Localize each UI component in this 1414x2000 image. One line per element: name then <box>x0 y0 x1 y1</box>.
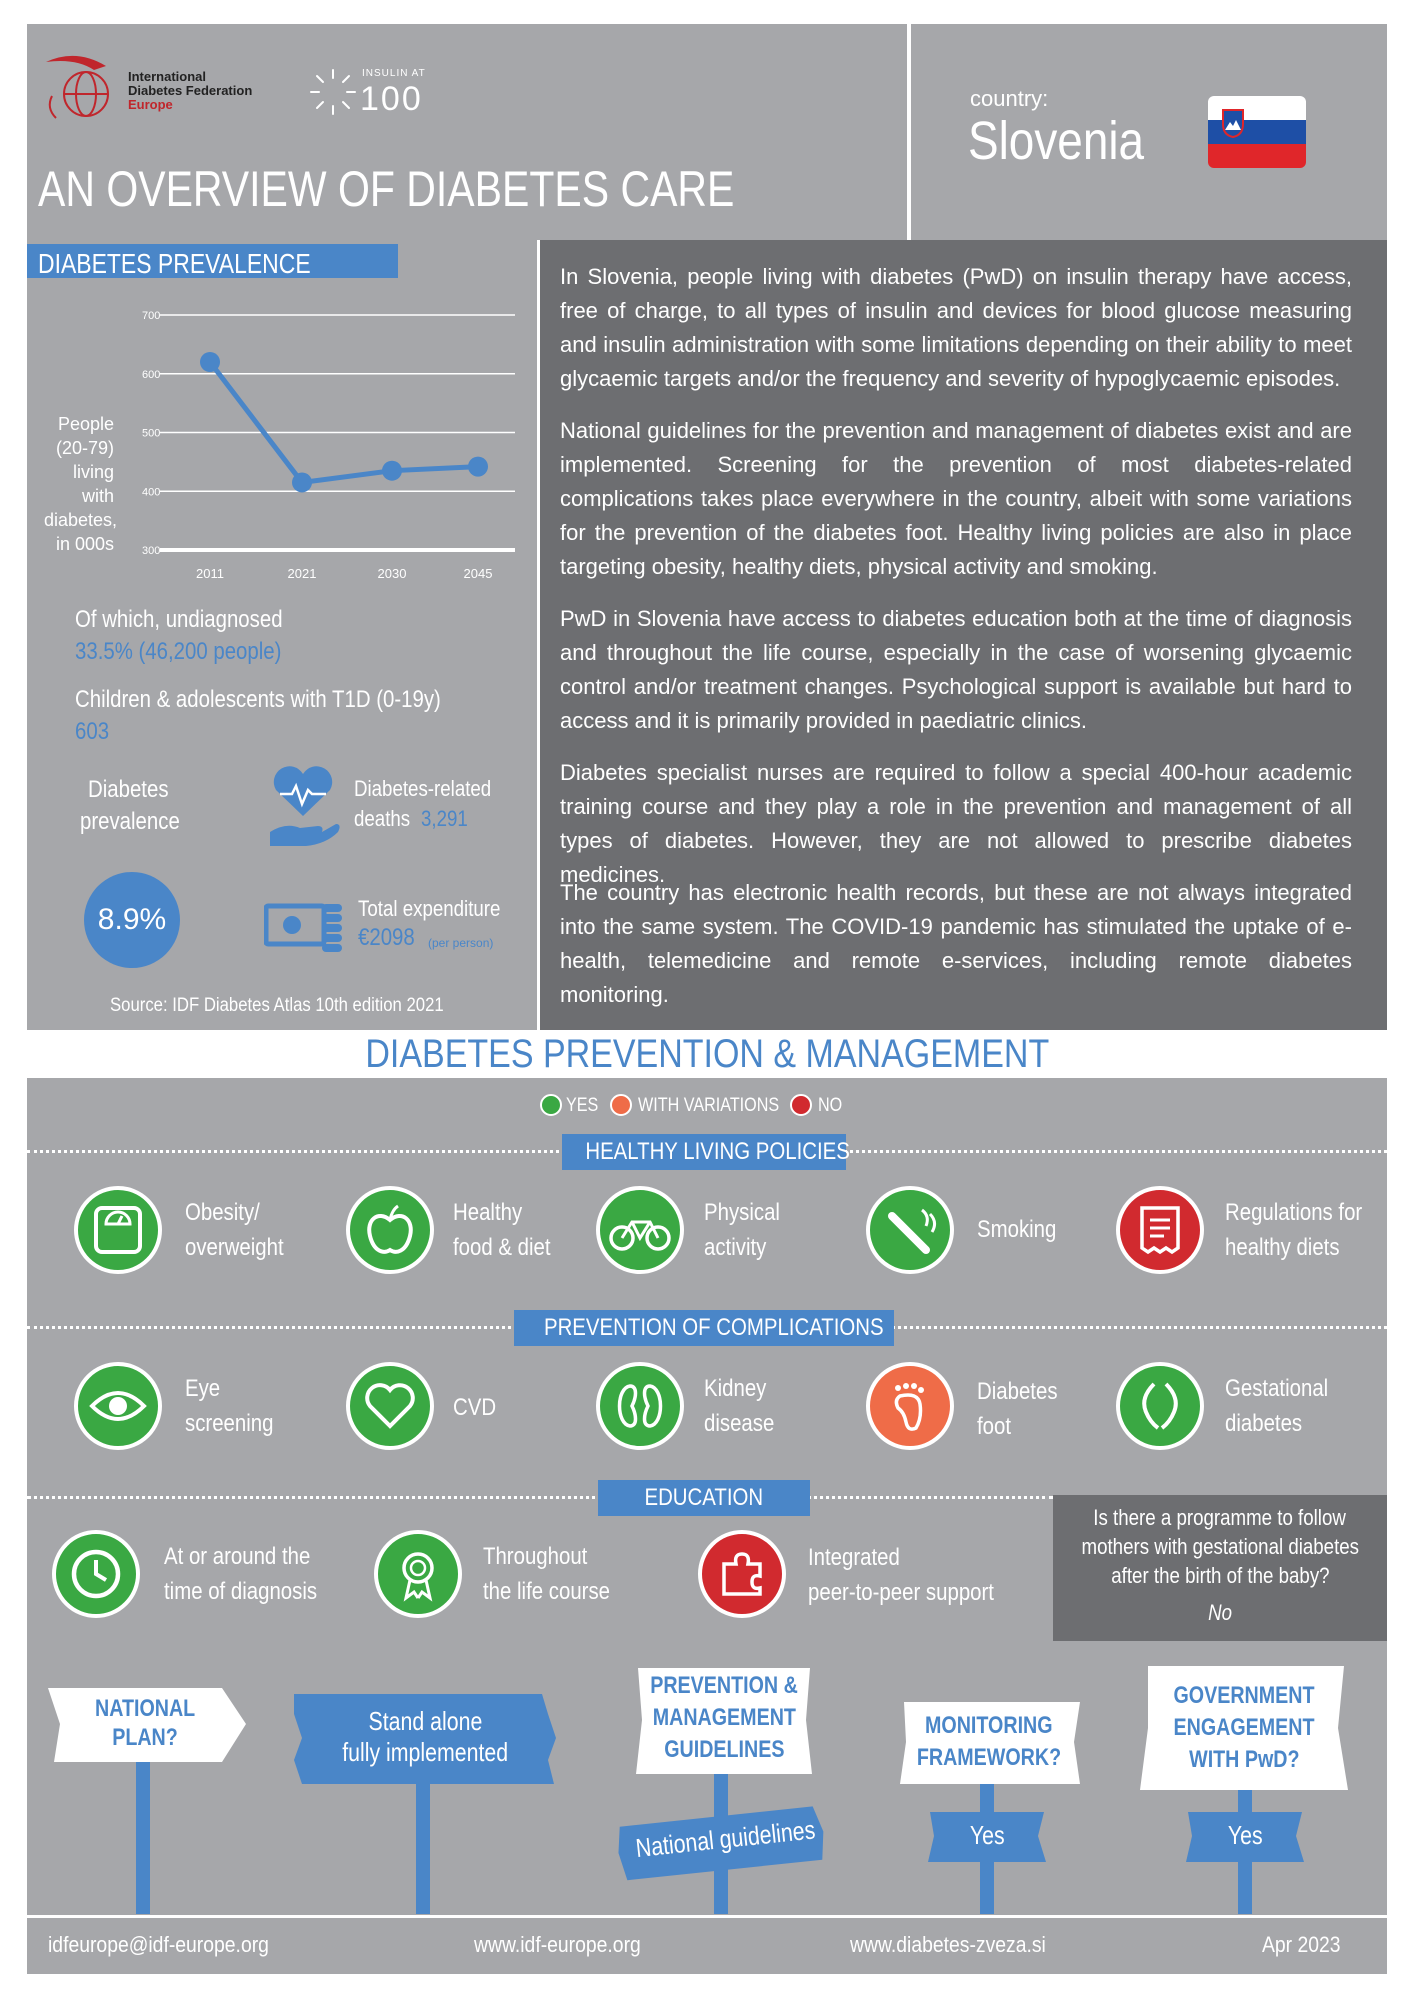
expenditure-value: €2098 <box>358 924 415 951</box>
peer-support-status-circle <box>698 1530 786 1618</box>
cvd-label: CVD <box>453 1394 497 1421</box>
management-title-text: DIABETES PREVENTION & MANAGEMENT <box>365 1032 1049 1076</box>
ylabel-line: (20-79) <box>55 438 114 458</box>
children-value: 603 <box>75 718 110 745</box>
peer-support-label <box>808 1540 994 1610</box>
cvd-status-circle <box>346 1362 434 1450</box>
summary-paragraph-2: National guidelines for the prevention and management of diabetes exist and are implemented. Screening for the prevention of most diabetes-related complications takes place everywhere in the country, albeit with some variations for the prevention of the diabetes foot. Healthy living policies are also in place targeting obesity, healthy diets, physical activity and smoking. <box>560 418 1352 579</box>
chart-data-point <box>292 472 312 492</box>
summary-paragraph-1: In Slovenia, people living with diabetes (PwD) on insulin therapy have access, free of charge, to all types of insulin and devices for blood glucose measuring and insulin administration with some limitations depending on their ability to meet glycaemic targets and/or the frequency and severity of hypoglycaemic episodes. <box>560 264 1352 391</box>
divider-dotted <box>27 1496 1053 1499</box>
monitoring-q1: MONITORING <box>925 1712 1053 1739</box>
obesity-status-circle <box>74 1186 162 1274</box>
guidelines-q3: GUIDELINES <box>663 1736 785 1763</box>
physical-activity-label <box>704 1195 780 1265</box>
monitoring-q2: FRAMEWORK? <box>916 1744 1062 1771</box>
eye-screening-status-circle <box>74 1362 162 1450</box>
flag-coat-of-arms-icon <box>1222 108 1244 138</box>
deaths-value: 3,291 <box>421 806 468 831</box>
org-line-3: Europe <box>128 97 173 112</box>
healthy-living-heading <box>562 1134 850 1170</box>
management-title <box>0 1032 1414 1077</box>
org-line-1: International <box>128 69 207 84</box>
money-coins-icon <box>264 898 346 956</box>
education-lifecourse-label <box>483 1539 610 1609</box>
diabetes-foot-label-1: Diabetes <box>977 1378 1058 1405</box>
ylabel-line: People <box>57 414 114 434</box>
deaths-label-1: Diabetes-related <box>354 776 492 801</box>
undiagnosed-value: 33.5% (46,200 people) <box>75 638 282 665</box>
prevalence-value-badge: 8.9% <box>84 872 180 968</box>
flag-stripe-red <box>1208 144 1306 168</box>
award-ribbon-icon <box>390 1546 446 1602</box>
summary-paragraph-3: PwD in Slovenia have access to diabetes education both at the time of diagnosis and throughout the life course, especially in the case of worsening glycaemic control and/or treatment changes. Psychological support is available but hard to access and it is primarily provided in paediatric clinics. <box>560 606 1352 733</box>
footer-zveza-link[interactable]: www.diabetes-zveza.si <box>850 1932 1046 1957</box>
legend-yes-dot <box>540 1094 562 1116</box>
government-q1: GOVERNMENT <box>1173 1682 1315 1709</box>
legend-no-dot <box>790 1094 812 1116</box>
footer-idf-link[interactable]: www.idf-europe.org <box>474 1932 641 1957</box>
education-diagnosis-status-circle <box>52 1530 140 1618</box>
idf-logo-icon <box>36 48 126 124</box>
kidney-label-1: Kidney <box>704 1375 767 1402</box>
gestational-answer <box>1053 1600 1387 1626</box>
summary-paragraph-5: The country has electronic health records, but these are not always integrated into the same system. The COVID-19 pandemic has stimulated the uptake of e-health, telemedicine and remote e-services, including remote diabetes monitoring. <box>560 880 1352 1007</box>
diabetes-foot-status-circle <box>866 1362 954 1450</box>
gestational-question-line-1 <box>1053 1505 1387 1531</box>
healthy-food-label <box>453 1195 551 1265</box>
kidney-label-2: disease <box>704 1410 775 1437</box>
education-heading <box>598 1480 810 1516</box>
diabetes-foot-label-2: foot <box>977 1413 1012 1440</box>
ylabel-line: diabetes, <box>44 510 118 530</box>
guidelines-q2: MANAGEMENT <box>652 1704 796 1731</box>
education-diagnosis-label-1: At or around the <box>164 1543 311 1570</box>
obesity-label-2: overweight <box>185 1234 284 1261</box>
eye-screening-label-2: screening <box>185 1410 274 1437</box>
cigarette-icon <box>882 1202 938 1258</box>
chart-xtick-label: 2021 <box>287 566 317 581</box>
eye-screening-label <box>185 1371 273 1441</box>
footer-date: Apr 2023 <box>1262 1932 1341 1957</box>
footer-email-link[interactable]: idfeurope@idf-europe.org <box>48 1932 269 1957</box>
insulin-small-text: INSULIN AT <box>362 68 426 79</box>
puzzle-icon <box>714 1546 770 1602</box>
national-plan-question <box>60 1694 230 1752</box>
slovenia-flag-icon <box>1208 96 1306 168</box>
gestational-label-1: Gestational <box>1225 1375 1329 1402</box>
idf-org-name <box>128 70 252 112</box>
heart-hand-icon <box>266 762 340 848</box>
regulations-label-2: healthy diets <box>1225 1234 1340 1261</box>
education-lifecourse-status-circle <box>374 1530 462 1618</box>
obesity-label-1: Obesity/ <box>185 1199 260 1226</box>
smoking-status-circle <box>866 1186 954 1274</box>
foot-icon <box>882 1378 938 1434</box>
plan-answer-2: fully implemented <box>342 1737 508 1767</box>
pregnancy-icon <box>1132 1378 1188 1434</box>
kidney-icon <box>612 1378 668 1434</box>
chart-ytick-label: 400 <box>142 486 161 499</box>
gestational-question-text-2: mothers with gestational diabetes <box>1081 1534 1359 1559</box>
country-name: Slovenia <box>968 111 1145 171</box>
prevalence-chart <box>50 300 530 600</box>
healthy-living-heading-text: HEALTHY LIVING POLICIES <box>585 1138 850 1165</box>
prevalence-title: DIABETES PREVALENCE <box>38 248 311 279</box>
eye-screening-label-1: Eye <box>185 1375 221 1402</box>
receipt-icon <box>1132 1202 1188 1258</box>
plan-answer-1: Stand alone <box>368 1706 482 1736</box>
healthy-food-status-circle <box>346 1186 434 1274</box>
gestational-question-line-3 <box>1053 1563 1387 1589</box>
government-q2: ENGAGEMENT <box>1173 1714 1315 1741</box>
apple-icon <box>362 1202 418 1258</box>
regulations-label <box>1225 1195 1362 1265</box>
legend-no-label: NO <box>818 1095 843 1116</box>
monitoring-question <box>896 1710 1082 1774</box>
scale-icon <box>90 1202 146 1258</box>
education-lifecourse-label-1: Throughout <box>483 1543 588 1570</box>
eye-icon <box>88 1378 148 1434</box>
summary-paragraph-4: Diabetes specialist nurses are required to follow a special 400-hour academic training course and they play a role in the prevention and management of all types of diabetes. However, they are not allowed to prescribe diabetes medicines. <box>560 760 1352 887</box>
prevalence-label-1: Diabetes <box>88 776 169 803</box>
chart-ytick-label: 700 <box>142 310 161 322</box>
plan-answer <box>292 1706 558 1768</box>
gestational-question-line-2 <box>1053 1534 1387 1560</box>
smoking-label: Smoking <box>977 1216 1057 1243</box>
monitoring-answer <box>926 1820 1048 1851</box>
children-label: Children & adolescents with T1D (0-19y) <box>75 686 441 713</box>
government-answer-text: Yes <box>1227 1820 1263 1850</box>
education-diagnosis-label <box>164 1539 317 1609</box>
chart-ytick-label: 300 <box>142 545 161 557</box>
header-divider <box>907 24 911 240</box>
regulations-status-circle <box>1116 1186 1204 1274</box>
monitoring-answer-text: Yes <box>969 1820 1005 1850</box>
education-diagnosis-label-2: time of diagnosis <box>164 1578 318 1605</box>
heart-icon <box>362 1378 418 1434</box>
chart-xtick-label: 2045 <box>463 566 493 581</box>
chart-series-line <box>210 362 478 482</box>
insulin-sun-icon <box>305 64 361 120</box>
physical-activity-status-circle <box>596 1186 684 1274</box>
guidelines-question <box>634 1670 814 1766</box>
ylabel-line: living <box>72 462 114 482</box>
gestational-status-circle <box>1116 1362 1204 1450</box>
government-answer <box>1184 1820 1306 1851</box>
insulin-big-text: 100 <box>360 80 423 118</box>
chart-ytick-label: 600 <box>142 368 161 381</box>
expenditure-unit: (per person) <box>428 936 494 950</box>
physical-activity-label-1: Physical <box>704 1199 780 1226</box>
chart-ytick-label: 500 <box>142 427 161 440</box>
chart-xtick-label: 2030 <box>377 566 407 581</box>
kidney-label <box>704 1371 774 1441</box>
government-question <box>1138 1680 1350 1776</box>
kidney-status-circle <box>596 1362 684 1450</box>
chart-data-point <box>468 457 488 477</box>
government-q3: WITH PwD? <box>1188 1746 1300 1773</box>
obesity-label <box>185 1195 284 1265</box>
peer-support-label-1: Integrated <box>808 1544 900 1571</box>
gestational-answer-text: No <box>1208 1600 1232 1625</box>
legend-variations-dot <box>610 1094 632 1116</box>
education-heading-text: EDUCATION <box>644 1484 764 1511</box>
education-lifecourse-label-2: the life course <box>483 1578 611 1605</box>
national-plan-q2: PLAN? <box>112 1724 178 1751</box>
diabetes-foot-label <box>977 1374 1058 1444</box>
guidelines-q1: PREVENTION & <box>650 1672 798 1699</box>
peer-support-label-2: peer-to-peer support <box>808 1579 994 1606</box>
gestational-question-text-1: Is there a programme to follow <box>1093 1505 1347 1530</box>
ylabel-line: with <box>81 486 114 506</box>
deaths-label-2: deaths <box>354 806 411 831</box>
national-plan-q1: NATIONAL <box>94 1695 196 1722</box>
legend-variations-label: WITH VARIATIONS <box>638 1095 780 1116</box>
healthy-food-label-2: food & diet <box>453 1234 551 1261</box>
gestational-label-2: diabetes <box>1225 1410 1303 1437</box>
regulations-label-1: Regulations for <box>1225 1199 1363 1226</box>
chart-data-point <box>382 461 402 481</box>
clock-icon <box>68 1546 124 1602</box>
healthy-food-label-1: Healthy <box>453 1199 523 1226</box>
expenditure-label: Total expenditure <box>358 896 501 921</box>
gestational-question-text-3: after the birth of the baby? <box>1110 1563 1330 1588</box>
undiagnosed-label: Of which, undiagnosed <box>75 606 283 633</box>
complications-heading <box>514 1310 894 1346</box>
physical-activity-label-2: activity <box>704 1234 767 1261</box>
ylabel-line: in 000s <box>55 534 114 554</box>
complications-heading-text: PREVENTION OF COMPLICATIONS <box>543 1314 884 1341</box>
guidelines-answer-text: National guidelines <box>634 1814 817 1864</box>
chart-xtick-label: 2011 <box>196 566 224 581</box>
chart-data-point <box>200 352 220 372</box>
org-line-2: Diabetes Federation <box>128 83 253 98</box>
country-label: country: <box>970 86 1049 111</box>
gestational-label <box>1225 1371 1328 1441</box>
legend-yes-label: YES <box>566 1095 599 1116</box>
source-note: Source: IDF Diabetes Atlas 10th edition 2021 <box>110 995 444 1016</box>
page-title: AN OVERVIEW OF DIABETES CARE <box>38 161 735 217</box>
bicycle-icon <box>608 1202 672 1258</box>
prevalence-label-2: prevalence <box>80 808 180 835</box>
